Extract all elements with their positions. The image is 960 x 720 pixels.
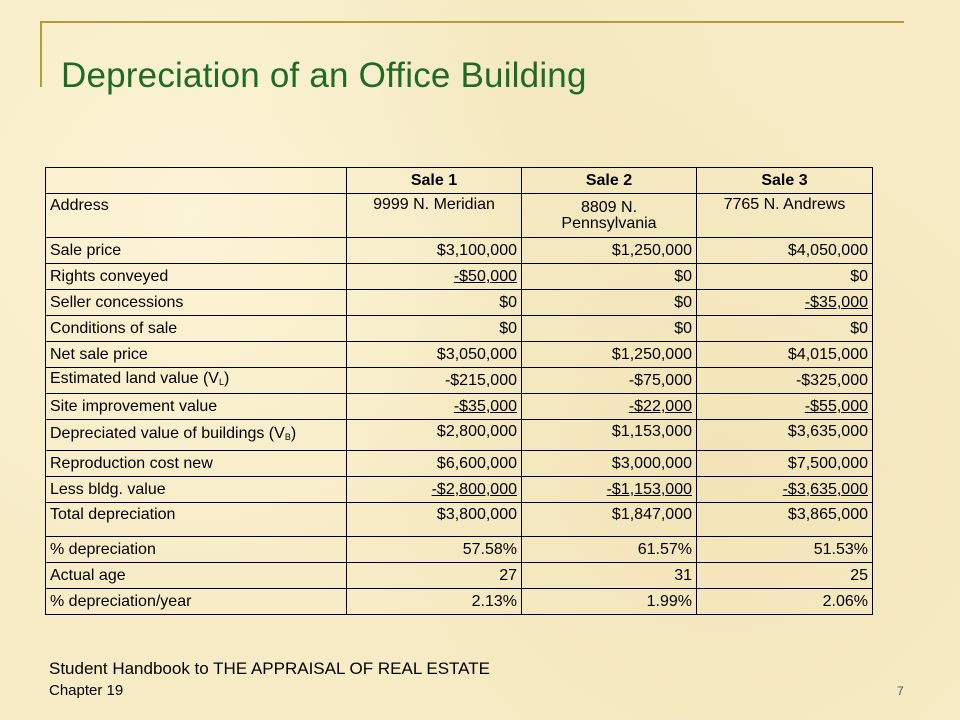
- row-label: Rights conveyed: [46, 264, 347, 290]
- cell-sale-3: $0: [697, 264, 873, 290]
- row-label: Estimated land value $(V_L)$: [46, 368, 347, 394]
- row-label: Actual age: [46, 563, 347, 589]
- cell-sale-2: -$1,153,000: [606, 481, 692, 498]
- footer-chapter: Chapter 19: [49, 682, 124, 699]
- cell-sale-3: -$55,000: [804, 398, 868, 415]
- table-row-less-bldg-value: [46, 477, 873, 503]
- table-row-seller-concessions: [46, 290, 873, 316]
- cell-sale-1: $3,800,000: [347, 503, 522, 537]
- table-row-sale-price: [46, 238, 873, 264]
- cell-sale-1: -$50,000: [453, 268, 517, 285]
- cell-sale-2: -$22,000: [628, 398, 692, 415]
- row-label: Site improvement value: [46, 394, 347, 420]
- cell-sale-2: $1,250,000: [522, 342, 697, 368]
- table-row-conditions-of-sale: [46, 316, 873, 342]
- cell-sale-2: $3,000,000: [522, 451, 697, 477]
- cell-sale-2: 8809 N. Pennsylvania: [522, 194, 697, 238]
- table-row-site-improvement-value: [46, 394, 873, 420]
- cell-sale-1: -$215,000: [347, 368, 522, 394]
- cell-sale-3: $4,050,000: [697, 238, 873, 264]
- row-label: Seller concessions: [46, 290, 347, 316]
- cell-sale-1: 9999 N. Meridian: [347, 194, 522, 238]
- table-row-net-sale-price: [46, 342, 873, 368]
- table-row-actual-age: [46, 563, 873, 589]
- cell-sale-1: -$35,000: [453, 398, 517, 415]
- cell-sale-1: 57.58%: [347, 537, 522, 563]
- cell-sale-2: $0: [522, 290, 697, 316]
- row-label: Net sale price: [46, 342, 347, 368]
- cell-sale-2: 61.57%: [522, 537, 697, 563]
- cell-sale-2: 31: [522, 563, 697, 589]
- table-row-depreciated-value-of-buildings: [46, 420, 873, 451]
- table-row-pct-depreciation-per-year: [46, 589, 873, 615]
- depreciation-table: [45, 167, 873, 615]
- cell-sale-3: -$35,000: [804, 294, 868, 311]
- cell-sale-3: 2.06%: [697, 589, 873, 615]
- header-blank: [46, 168, 347, 194]
- cell-sale-3: $3,635,000: [697, 420, 873, 451]
- cell-sale-2: $0: [522, 316, 697, 342]
- row-label: Total depreciation: [46, 503, 347, 537]
- header-sale-1: Sale 1: [347, 168, 522, 194]
- cell-sale-3: 51.53%: [697, 537, 873, 563]
- slide-title: Depreciation of an Office Building: [61, 56, 587, 95]
- row-label: % depreciation/year: [46, 589, 347, 615]
- cell-sale-1: 2.13%: [347, 589, 522, 615]
- table-row-address: [46, 194, 873, 238]
- cell-sale-1: $3,100,000: [347, 238, 522, 264]
- header-sale-3: Sale 3: [697, 168, 873, 194]
- cell-sale-1: -$2,800,000: [431, 481, 517, 498]
- cell-sale-3: -$325,000: [697, 368, 873, 394]
- table-row-pct-depreciation: [46, 537, 873, 563]
- cell-sale-2: $1,153,000: [522, 420, 697, 451]
- cell-sale-2: $0: [522, 264, 697, 290]
- cell-sale-1: $0: [347, 290, 522, 316]
- row-label: Sale price: [46, 238, 347, 264]
- cell-sale-3: -$3,635,000: [782, 481, 868, 498]
- cell-sale-1: 27: [347, 563, 522, 589]
- frame-left-rule: [40, 21, 42, 87]
- cell-sale-1: $6,600,000: [347, 451, 522, 477]
- cell-sale-2: $1,250,000: [522, 238, 697, 264]
- cell-sale-3: $7,500,000: [697, 451, 873, 477]
- row-label: Conditions of sale: [46, 316, 347, 342]
- table-row-rights-conveyed: [46, 264, 873, 290]
- footer-book-title: Student Handbook to THE APPRAISAL OF REAL ESTATE: [49, 659, 490, 678]
- frame-top-rule: [40, 21, 904, 23]
- cell-sale-3: $3,865,000: [697, 503, 873, 537]
- table-header-row: [46, 168, 873, 194]
- row-label: Address: [46, 194, 347, 238]
- row-label: Reproduction cost new: [46, 451, 347, 477]
- cell-sale-1: $3,050,000: [347, 342, 522, 368]
- cell-sale-1: $2,800,000: [347, 420, 522, 451]
- cell-sale-2: -$75,000: [522, 368, 697, 394]
- cell-sale-3: $4,015,000: [697, 342, 873, 368]
- cell-sale-3: 7765 N. Andrews: [697, 194, 873, 238]
- table-row-total-depreciation: [46, 503, 873, 537]
- row-label: Less bldg. value: [46, 477, 347, 503]
- page-number: 7: [897, 684, 904, 698]
- cell-sale-3: $0: [697, 316, 873, 342]
- cell-sale-2: $1,847,000: [522, 503, 697, 537]
- cell-sale-3: 25: [697, 563, 873, 589]
- cell-sale-1: $0: [347, 316, 522, 342]
- row-label: Depreciated value of buildings $(V_B)$: [46, 420, 347, 451]
- header-sale-2: Sale 2: [522, 168, 697, 194]
- row-label: % depreciation: [46, 537, 347, 563]
- table-row-estimated-land-value: [46, 368, 873, 394]
- cell-sale-2: 1.99%: [522, 589, 697, 615]
- table-row-reproduction-cost-new: [46, 451, 873, 477]
